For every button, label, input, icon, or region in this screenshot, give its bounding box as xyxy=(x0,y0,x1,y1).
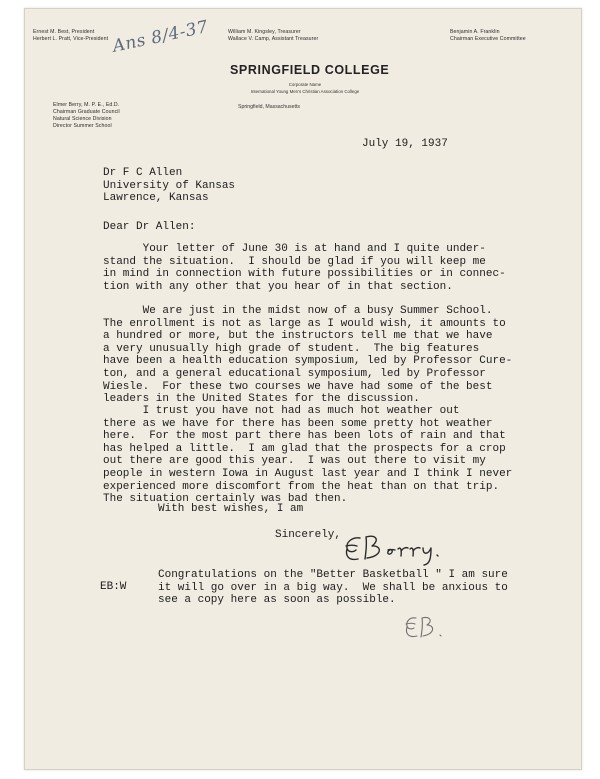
body-line: has helped a little. I am glad that the prospects for a crop xyxy=(103,442,506,455)
body-line: I trust you have not had as much hot weather out xyxy=(103,405,460,417)
body-line: The situation certainly was bad then. xyxy=(103,493,348,506)
body-line: Wiesle. For these two courses we have had some of the best xyxy=(103,380,493,393)
body-line: have been a health education symposium, led by Professor Cure- xyxy=(103,355,513,368)
sign-off: Sincerely, xyxy=(275,529,342,541)
officer-line: Benjamin A. Franklin xyxy=(450,29,500,35)
closing-line: With best wishes, I am xyxy=(158,503,304,515)
officer-line: Chairman Executive Committee xyxy=(450,36,526,42)
body-line: We are just in the midst now of a busy Summer School. xyxy=(103,305,493,317)
body-line: tion with any other that you hear of in that section. xyxy=(103,280,453,293)
salutation: Dear Dr Allen: xyxy=(103,221,196,233)
recipient-address xyxy=(103,167,235,205)
corporate-name-block xyxy=(220,81,390,95)
typist-initials: EB:W xyxy=(100,581,127,593)
body-line: people in western Iowa in August last year and I think I never xyxy=(103,467,513,480)
body-line: The enrollment is not as large as I would wish, it amounts to xyxy=(103,317,506,330)
body-line: out there are good this year. I was out there to visit my xyxy=(103,455,486,468)
officers-middle xyxy=(228,29,318,43)
paragraph-2 xyxy=(103,305,512,406)
paragraph-1 xyxy=(103,243,506,293)
address-line: University of Kansas xyxy=(103,179,236,192)
corporate-name: International Young Men's Christian Association College xyxy=(250,89,360,94)
body-line: in mind in connection with future possibilities or in connec- xyxy=(103,268,506,281)
officer-line: Wallace V. Camp, Assistant Treasurer xyxy=(228,36,319,42)
officer-line: Herbert L. Pratt, Vice-President xyxy=(33,36,109,42)
sender-line: Elmer Berry, M. P. E., Ed.D. xyxy=(53,102,120,108)
postscript-line: Congratulations on the "Better Basketball " I am sure xyxy=(158,569,508,581)
letter-date: July 19, 1937 xyxy=(362,138,448,150)
body-line: leaders in the United States for the discussion. xyxy=(103,393,420,406)
answered-stamp: Ans 8/4-37 xyxy=(110,17,211,57)
body-line: a very unusually high grade of student. The big features xyxy=(103,342,480,355)
sender-block xyxy=(53,102,120,130)
officers-right xyxy=(450,29,526,43)
paragraph-3 xyxy=(103,405,512,506)
handwritten-signature xyxy=(340,528,490,568)
address-line: Dr F C Allen xyxy=(103,167,183,179)
address-line: Lawrence, Kansas xyxy=(103,192,209,205)
body-line: experienced more discomfort from the heat than on that trip. xyxy=(103,480,500,493)
corporate-name-label: Corporate Name xyxy=(288,82,322,87)
body-line: Your letter of June 30 is at hand and I quite under- xyxy=(103,243,486,255)
officer-line: William M. Kingsley, Treasurer xyxy=(228,29,301,35)
body-line: here. For the most part there has been lots of rain and that xyxy=(103,430,506,443)
postscript xyxy=(158,569,508,607)
officers-left xyxy=(33,29,108,43)
officer-line: Ernest M. Best, President xyxy=(33,29,95,35)
postscript-line: see a copy here as soon as possible. xyxy=(158,594,396,607)
body-line: there as we have for there has been some pretty hot weather xyxy=(103,417,493,430)
body-line: ton, and a general educational symposium, led by Professor xyxy=(103,367,486,380)
postscript-line: it will go over in a big way. We shall be anxious to xyxy=(158,581,508,594)
college-name: SPRINGFIELD COLLEGE xyxy=(230,63,390,77)
sender-line: Natural Science Division xyxy=(53,116,112,122)
handwritten-initials xyxy=(402,612,462,644)
body-line: a hundred or more, but the instructors tell me that we have xyxy=(103,330,493,343)
college-city: Springfield, Massachusetts xyxy=(238,104,300,110)
body-line: stand the situation. I should be glad if you will keep me xyxy=(103,255,486,268)
sender-line: Chairman Graduate Council xyxy=(53,109,120,115)
sender-line: Director Summer School xyxy=(53,123,112,129)
